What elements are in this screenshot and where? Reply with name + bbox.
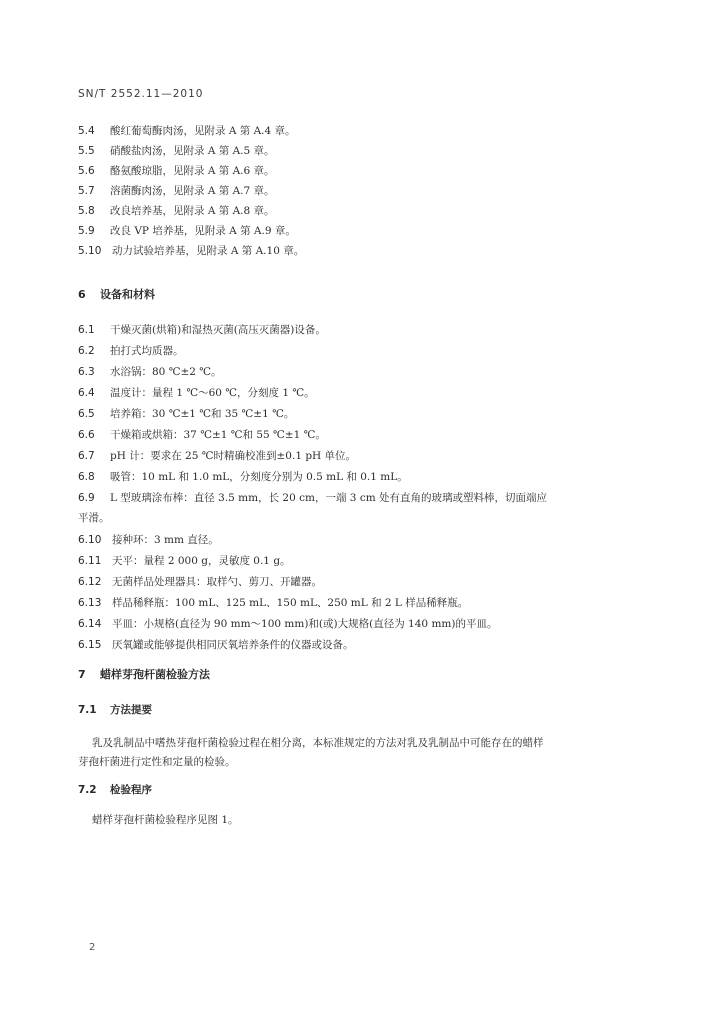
paragraph-line: 芽孢杆菌进行定性和定量的检验。 (78, 756, 236, 768)
list-item: 6.1 干燥灭菌(烘箱)和湿热灭菌(高压灭菌器)设备。 (78, 324, 326, 336)
list-item: 5.5 硝酸盐肉汤，见附录 A 第 A.5 章。 (78, 145, 275, 157)
list-item: 6.9 L 型玻璃涂布棒：直径 3.5 mm，长 20 cm，一端 3 cm 处有直角的玻璃或塑料棒，切面端应 (78, 492, 547, 504)
list-item: 6.10 接种环：3 mm 直径。 (78, 534, 219, 546)
paragraph-line: 蜡样芽孢杆菌检验程序见图 1。 (92, 814, 239, 826)
list-item: 6.14 平皿：小规格(直径为 90 mm～100 mm)和(或)大规格(直径为 140 mm)的平皿。 (78, 618, 498, 630)
list-item: 5.6 酪氨酸琼脂，见附录 A 第 A.6 章。 (78, 165, 275, 177)
list-item: 5.7 溶菌酶肉汤，见附录 A 第 A.7 章。 (78, 185, 275, 197)
section-heading-7: 7 蜡样芽孢杆菌检验方法 (78, 668, 210, 681)
page-number: 2 (89, 942, 96, 953)
list-item: 6.3 水浴锅：80 ℃±2 ℃。 (78, 366, 222, 378)
paragraph-line: 乳及乳制品中嗜热芽孢杆菌检验过程在相分离，本标准规定的方法对乳及乳制品中可能存在的蜡样 (92, 737, 544, 749)
subsection-heading-7-2: 7.2 检验程序 (78, 784, 152, 796)
list-item: 6.4 温度计：量程 1 ℃～60 ℃，分刻度 1 ℃。 (78, 387, 315, 399)
list-item: 6.11 天平：量程 2 000 g，灵敏度 0.1 g。 (78, 555, 291, 567)
list-item: 6.12 无菌样品处理器具：取样勺、剪刀、开罐器。 (78, 576, 322, 588)
list-item: 6.15 厌氧罐或能够提供相同厌氧培养条件的仪器或设备。 (78, 639, 354, 651)
list-item-continuation: 平滑。 (78, 512, 110, 524)
standard-header: SN/T 2552.11—2010 (78, 88, 204, 100)
list-item: 5.9 改良 VP 培养基，见附录 A 第 A.9 章。 (78, 225, 296, 237)
list-item: 5.4 酸红葡萄酶肉汤，见附录 A 第 A.4 章。 (78, 125, 296, 137)
list-item: 6.8 吸管：10 mL 和 1.0 mL，分刻度分别为 0.5 mL 和 0.1 mL。 (78, 471, 408, 483)
section-heading-6: 6 设备和材料 (78, 288, 155, 301)
list-item: 6.6 干燥箱或烘箱：37 ℃±1 ℃和 55 ℃±1 ℃。 (78, 429, 326, 441)
list-item: 6.7 pH 计：要求在 25 ℃时精确校准到±0.1 pH 单位。 (78, 450, 357, 462)
list-item: 5.8 改良培养基，见附录 A 第 A.8 章。 (78, 205, 275, 217)
list-item: 6.2 拍打式均质器。 (78, 345, 184, 357)
list-item: 6.13 样品稀释瓶：100 mL、125 mL、150 mL、250 mL 和 2 L 样品稀释瓶。 (78, 597, 469, 609)
list-item: 5.10 动力试验培养基，见附录 A 第 A.10 章。 (78, 245, 305, 257)
list-item: 6.5 培养箱：30 ℃±1 ℃和 35 ℃±1 ℃。 (78, 408, 295, 420)
subsection-heading-7-1: 7.1 方法提要 (78, 704, 152, 716)
